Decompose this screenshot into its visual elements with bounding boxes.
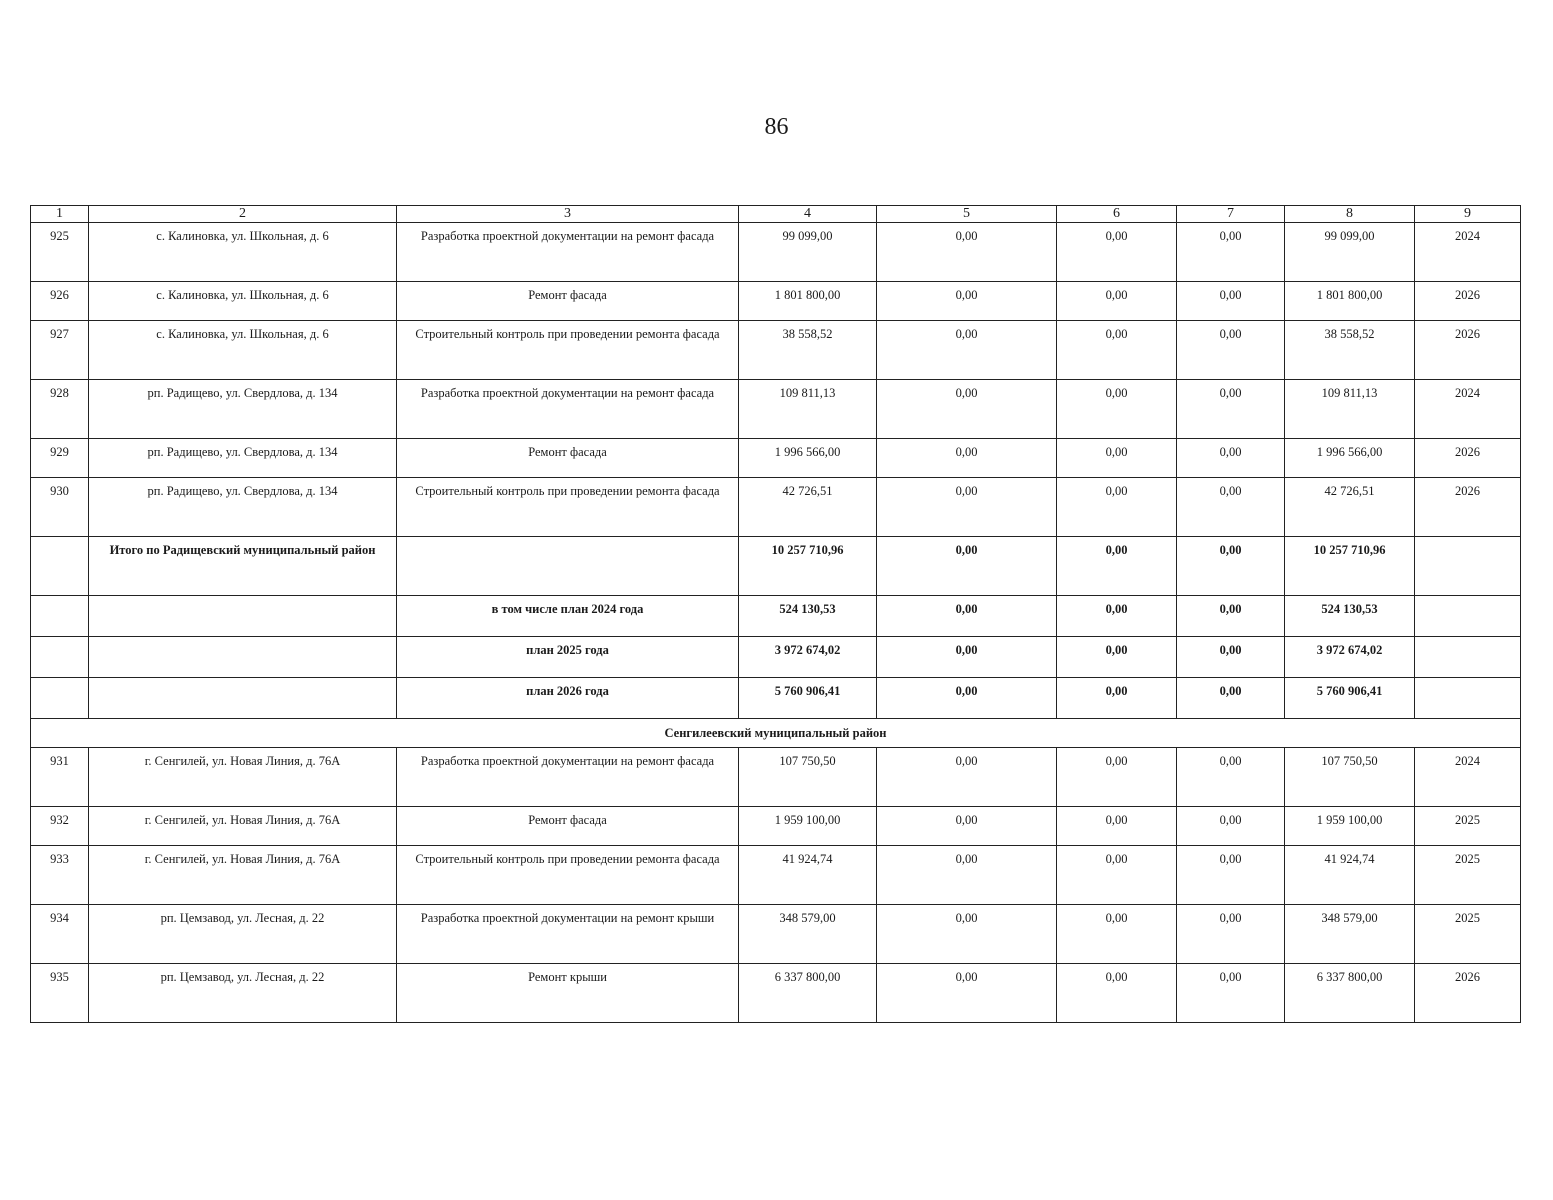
- address-cell: г. Сенгилей, ул. Новая Линия, д. 76А: [89, 748, 397, 807]
- amount-cell: 0,00: [1057, 439, 1177, 478]
- plan-row: [31, 596, 1521, 637]
- plan-label: план 2026 года: [397, 678, 739, 719]
- amount-cell: 99 099,00: [739, 223, 877, 282]
- year-cell: 2024: [1415, 748, 1521, 807]
- amount-cell: 107 750,50: [1285, 748, 1415, 807]
- row-number: 934: [31, 905, 89, 964]
- empty-cell: [397, 537, 739, 596]
- plan-amount-cell: 0,00: [1057, 637, 1177, 678]
- address-cell: рп. Радищево, ул. Свердлова, д. 134: [89, 478, 397, 537]
- table-row: [31, 282, 1521, 321]
- amount-cell: 1 801 800,00: [1285, 282, 1415, 321]
- amount-cell: 0,00: [1057, 807, 1177, 846]
- amount-cell: 1 996 566,00: [1285, 439, 1415, 478]
- column-header: 8: [1285, 206, 1415, 223]
- year-cell: 2025: [1415, 905, 1521, 964]
- address-cell: с. Калиновка, ул. Школьная, д. 6: [89, 282, 397, 321]
- plan-amount-cell: 3 972 674,02: [1285, 637, 1415, 678]
- empty-cell: [89, 678, 397, 719]
- amount-cell: 0,00: [1057, 223, 1177, 282]
- year-cell: 2026: [1415, 964, 1521, 1023]
- table-row: [31, 223, 1521, 282]
- section-header-row: [31, 719, 1521, 748]
- plan-amount-cell: 3 972 674,02: [739, 637, 877, 678]
- amount-cell: 1 996 566,00: [739, 439, 877, 478]
- column-header: 9: [1415, 206, 1521, 223]
- table-row: [31, 846, 1521, 905]
- plan-amount-cell: 524 130,53: [739, 596, 877, 637]
- plan-row: [31, 678, 1521, 719]
- year-cell: 2026: [1415, 321, 1521, 380]
- total-label: Итого по Радищевский муниципальный район: [89, 537, 397, 596]
- column-header: 4: [739, 206, 877, 223]
- amount-cell: 0,00: [877, 964, 1057, 1023]
- amount-cell: 0,00: [1057, 380, 1177, 439]
- column-header: 3: [397, 206, 739, 223]
- amount-cell: 6 337 800,00: [1285, 964, 1415, 1023]
- table-row: [31, 748, 1521, 807]
- amount-cell: 41 924,74: [739, 846, 877, 905]
- amount-cell: 0,00: [877, 748, 1057, 807]
- repair-register-table: [30, 205, 1521, 1023]
- address-cell: рп. Цемзавод, ул. Лесная, д. 22: [89, 964, 397, 1023]
- plan-label: в том числе план 2024 года: [397, 596, 739, 637]
- year-cell: 2026: [1415, 439, 1521, 478]
- total-amount-cell: 0,00: [1057, 537, 1177, 596]
- amount-cell: 0,00: [1177, 807, 1285, 846]
- amount-cell: 0,00: [877, 478, 1057, 537]
- amount-cell: 0,00: [1177, 964, 1285, 1023]
- column-header: 7: [1177, 206, 1285, 223]
- work-type-cell: Строительный контроль при проведении ремонта фасада: [397, 846, 739, 905]
- row-number: 926: [31, 282, 89, 321]
- work-type-cell: Ремонт фасада: [397, 282, 739, 321]
- address-cell: с. Калиновка, ул. Школьная, д. 6: [89, 223, 397, 282]
- table-row: [31, 807, 1521, 846]
- address-cell: рп. Цемзавод, ул. Лесная, д. 22: [89, 905, 397, 964]
- empty-cell: [1415, 537, 1521, 596]
- amount-cell: 0,00: [877, 380, 1057, 439]
- plan-amount-cell: 524 130,53: [1285, 596, 1415, 637]
- page-number: 86: [764, 114, 789, 140]
- amount-cell: 1 801 800,00: [739, 282, 877, 321]
- amount-cell: 42 726,51: [739, 478, 877, 537]
- district-total-row: [31, 537, 1521, 596]
- work-type-cell: Ремонт фасада: [397, 807, 739, 846]
- plan-row: [31, 637, 1521, 678]
- amount-cell: 0,00: [1177, 478, 1285, 537]
- work-type-cell: Ремонт фасада: [397, 439, 739, 478]
- amount-cell: 38 558,52: [739, 321, 877, 380]
- column-header: 5: [877, 206, 1057, 223]
- table-row: [31, 439, 1521, 478]
- row-number: 931: [31, 748, 89, 807]
- address-cell: г. Сенгилей, ул. Новая Линия, д. 76А: [89, 846, 397, 905]
- plan-amount-cell: 5 760 906,41: [739, 678, 877, 719]
- year-cell: 2026: [1415, 282, 1521, 321]
- plan-amount-cell: 5 760 906,41: [1285, 678, 1415, 719]
- total-amount-cell: 10 257 710,96: [1285, 537, 1415, 596]
- amount-cell: 0,00: [1057, 748, 1177, 807]
- amount-cell: 0,00: [877, 282, 1057, 321]
- year-cell: 2024: [1415, 380, 1521, 439]
- row-number: 925: [31, 223, 89, 282]
- row-number: 929: [31, 439, 89, 478]
- amount-cell: 6 337 800,00: [739, 964, 877, 1023]
- empty-cell: [31, 637, 89, 678]
- work-type-cell: Ремонт крыши: [397, 964, 739, 1023]
- plan-amount-cell: 0,00: [877, 596, 1057, 637]
- amount-cell: 0,00: [1057, 846, 1177, 905]
- amount-cell: 0,00: [1177, 748, 1285, 807]
- amount-cell: 0,00: [1177, 905, 1285, 964]
- work-type-cell: Строительный контроль при проведении ремонта фасада: [397, 321, 739, 380]
- plan-amount-cell: 0,00: [1057, 678, 1177, 719]
- amount-cell: 0,00: [1177, 439, 1285, 478]
- address-cell: рп. Радищево, ул. Свердлова, д. 134: [89, 439, 397, 478]
- column-header: 1: [31, 206, 89, 223]
- total-amount-cell: 0,00: [1177, 537, 1285, 596]
- work-type-cell: Разработка проектной документации на ремонт фасада: [397, 223, 739, 282]
- empty-cell: [31, 596, 89, 637]
- plan-label: план 2025 года: [397, 637, 739, 678]
- plan-amount-cell: 0,00: [1177, 678, 1285, 719]
- amount-cell: 0,00: [1057, 478, 1177, 537]
- year-cell: 2025: [1415, 846, 1521, 905]
- table-row: [31, 964, 1521, 1023]
- row-number: 927: [31, 321, 89, 380]
- plan-amount-cell: 0,00: [1177, 596, 1285, 637]
- amount-cell: 42 726,51: [1285, 478, 1415, 537]
- year-cell: 2025: [1415, 807, 1521, 846]
- amount-cell: 0,00: [1177, 380, 1285, 439]
- amount-cell: 0,00: [1057, 321, 1177, 380]
- amount-cell: 109 811,13: [1285, 380, 1415, 439]
- amount-cell: 107 750,50: [739, 748, 877, 807]
- row-number: 933: [31, 846, 89, 905]
- year-cell: 2026: [1415, 478, 1521, 537]
- year-cell: 2024: [1415, 223, 1521, 282]
- amount-cell: 348 579,00: [739, 905, 877, 964]
- amount-cell: 0,00: [1057, 964, 1177, 1023]
- address-cell: г. Сенгилей, ул. Новая Линия, д. 76А: [89, 807, 397, 846]
- amount-cell: 0,00: [1177, 846, 1285, 905]
- work-type-cell: Разработка проектной документации на ремонт фасада: [397, 748, 739, 807]
- empty-cell: [31, 537, 89, 596]
- column-header: 6: [1057, 206, 1177, 223]
- amount-cell: 41 924,74: [1285, 846, 1415, 905]
- amount-cell: 1 959 100,00: [739, 807, 877, 846]
- amount-cell: 0,00: [877, 807, 1057, 846]
- amount-cell: 38 558,52: [1285, 321, 1415, 380]
- amount-cell: 1 959 100,00: [1285, 807, 1415, 846]
- table-row: [31, 380, 1521, 439]
- address-cell: с. Калиновка, ул. Школьная, д. 6: [89, 321, 397, 380]
- work-type-cell: Разработка проектной документации на ремонт фасада: [397, 380, 739, 439]
- address-cell: рп. Радищево, ул. Свердлова, д. 134: [89, 380, 397, 439]
- amount-cell: 0,00: [1177, 282, 1285, 321]
- plan-amount-cell: 0,00: [1057, 596, 1177, 637]
- plan-amount-cell: 0,00: [877, 678, 1057, 719]
- amount-cell: 0,00: [877, 846, 1057, 905]
- amount-cell: 0,00: [877, 439, 1057, 478]
- plan-amount-cell: 0,00: [1177, 637, 1285, 678]
- work-type-cell: Строительный контроль при проведении ремонта фасада: [397, 478, 739, 537]
- empty-cell: [89, 596, 397, 637]
- amount-cell: 109 811,13: [739, 380, 877, 439]
- empty-cell: [31, 678, 89, 719]
- column-number-row: [31, 206, 1521, 223]
- total-amount-cell: 0,00: [877, 537, 1057, 596]
- amount-cell: 0,00: [877, 321, 1057, 380]
- total-amount-cell: 10 257 710,96: [739, 537, 877, 596]
- empty-cell: [89, 637, 397, 678]
- empty-cell: [1415, 596, 1521, 637]
- column-header: 2: [89, 206, 397, 223]
- amount-cell: 0,00: [1057, 905, 1177, 964]
- amount-cell: 0,00: [1057, 282, 1177, 321]
- table-row: [31, 478, 1521, 537]
- amount-cell: 0,00: [1177, 321, 1285, 380]
- row-number: 935: [31, 964, 89, 1023]
- row-number: 930: [31, 478, 89, 537]
- empty-cell: [1415, 678, 1521, 719]
- plan-amount-cell: 0,00: [877, 637, 1057, 678]
- amount-cell: 99 099,00: [1285, 223, 1415, 282]
- section-title: Сенгилеевский муниципальный район: [31, 719, 1521, 748]
- table-row: [31, 905, 1521, 964]
- amount-cell: 0,00: [1177, 223, 1285, 282]
- row-number: 932: [31, 807, 89, 846]
- table-row: [31, 321, 1521, 380]
- row-number: 928: [31, 380, 89, 439]
- amount-cell: 0,00: [877, 905, 1057, 964]
- empty-cell: [1415, 637, 1521, 678]
- amount-cell: 0,00: [877, 223, 1057, 282]
- work-type-cell: Разработка проектной документации на ремонт крыши: [397, 905, 739, 964]
- amount-cell: 348 579,00: [1285, 905, 1415, 964]
